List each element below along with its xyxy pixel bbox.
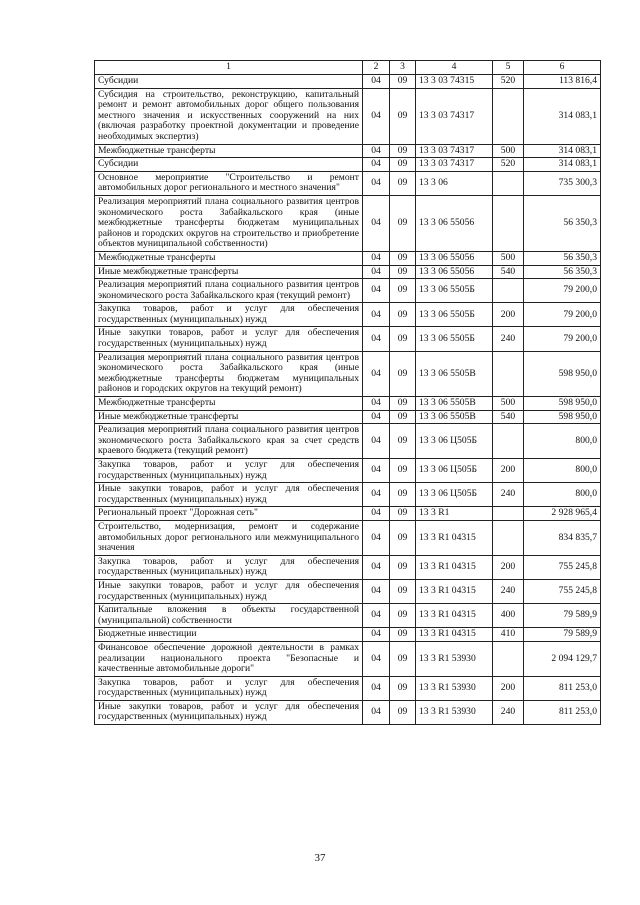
- budget-table: [94, 60, 601, 725]
- cell-section: 04: [363, 459, 390, 483]
- table-row: [95, 483, 601, 507]
- cell-section: 04: [363, 483, 390, 507]
- table-row: [95, 171, 601, 195]
- cell-subsection: 09: [390, 700, 416, 724]
- column-number-section: 2: [363, 61, 390, 75]
- cell-target-code: 13 3 06 5505Б: [416, 279, 493, 303]
- cell-name: Капитальные вложения в объекты государственной (муниципальной) собственности: [95, 604, 363, 628]
- cell-name: Иные закупки товаров, работ и услуг для обеспечения государственных (муниципальных) нужд: [95, 327, 363, 351]
- column-number-subsection: 3: [390, 61, 416, 75]
- cell-amount: 800,0: [524, 483, 601, 507]
- table-row: [95, 555, 601, 579]
- cell-expense-type: [493, 171, 524, 195]
- cell-subsection: 09: [390, 483, 416, 507]
- cell-target-code: 13 3 06 Ц505Б: [416, 483, 493, 507]
- table-row: [95, 700, 601, 724]
- cell-amount: 598 950,0: [524, 397, 601, 411]
- cell-expense-type: [493, 88, 524, 144]
- cell-target-code: 13 3 06 55056: [416, 265, 493, 279]
- cell-target-code: 13 3 R1 04315: [416, 520, 493, 555]
- cell-amount: 314 083,1: [524, 158, 601, 172]
- cell-section: 04: [363, 195, 390, 251]
- table-row: [95, 351, 601, 396]
- cell-section: 04: [363, 303, 390, 327]
- cell-name: Бюджетные инвестиции: [95, 628, 363, 642]
- table-row: [95, 327, 601, 351]
- cell-subsection: 09: [390, 195, 416, 251]
- cell-expense-type: [493, 195, 524, 251]
- cell-amount: 735 300,3: [524, 171, 601, 195]
- budget-page: [94, 60, 600, 725]
- cell-amount: 79 589,9: [524, 604, 601, 628]
- cell-amount: 811 253,0: [524, 676, 601, 700]
- table-row: [95, 397, 601, 411]
- table-row: [95, 195, 601, 251]
- cell-subsection: 09: [390, 424, 416, 459]
- cell-target-code: 13 3 03 74317: [416, 144, 493, 158]
- cell-target-code: 13 3 06 5505В: [416, 351, 493, 396]
- cell-target-code: 13 3 03 74317: [416, 158, 493, 172]
- cell-section: 04: [363, 641, 390, 676]
- table-row: [95, 410, 601, 424]
- cell-amount: 113 816,4: [524, 75, 601, 89]
- cell-expense-type: 200: [493, 676, 524, 700]
- cell-section: 04: [363, 265, 390, 279]
- cell-amount: 79 200,0: [524, 303, 601, 327]
- cell-section: 04: [363, 579, 390, 603]
- table-row: [95, 88, 601, 144]
- cell-target-code: 13 3 R1 04315: [416, 604, 493, 628]
- cell-section: 04: [363, 397, 390, 411]
- cell-amount: 800,0: [524, 459, 601, 483]
- column-number-target-code: 4: [416, 61, 493, 75]
- table-row: [95, 251, 601, 265]
- column-number-name: 1: [95, 61, 363, 75]
- table-row: [95, 507, 601, 521]
- cell-section: 04: [363, 251, 390, 265]
- cell-expense-type: 500: [493, 144, 524, 158]
- cell-expense-type: 200: [493, 459, 524, 483]
- cell-target-code: 13 3 R1 04315: [416, 579, 493, 603]
- cell-expense-type: 500: [493, 251, 524, 265]
- cell-expense-type: 200: [493, 555, 524, 579]
- cell-subsection: 09: [390, 579, 416, 603]
- table-row: [95, 144, 601, 158]
- cell-amount: 755 245,8: [524, 579, 601, 603]
- table-row: [95, 628, 601, 642]
- cell-amount: 79 200,0: [524, 327, 601, 351]
- cell-expense-type: 540: [493, 265, 524, 279]
- cell-amount: 56 350,3: [524, 251, 601, 265]
- cell-expense-type: 410: [493, 628, 524, 642]
- cell-section: 04: [363, 351, 390, 396]
- cell-name: Закупка товаров, работ и услуг для обеспечения государственных (муниципальных) нужд: [95, 676, 363, 700]
- cell-expense-type: [493, 351, 524, 396]
- table-row: [95, 459, 601, 483]
- cell-section: 04: [363, 628, 390, 642]
- cell-expense-type: [493, 641, 524, 676]
- cell-section: 04: [363, 424, 390, 459]
- cell-amount: 2 928 965,4: [524, 507, 601, 521]
- cell-target-code: 13 3 R1 53930: [416, 676, 493, 700]
- cell-name: Межбюджетные трансферты: [95, 144, 363, 158]
- cell-target-code: 13 3 06 Ц505Б: [416, 459, 493, 483]
- cell-name: Основное мероприятие "Строительство и ремонт автомобильных дорог регионального и местного значения": [95, 171, 363, 195]
- table-row: [95, 641, 601, 676]
- cell-amount: 314 083,1: [524, 88, 601, 144]
- cell-section: 04: [363, 604, 390, 628]
- cell-section: 04: [363, 144, 390, 158]
- cell-target-code: 13 3 06 Ц505Б: [416, 424, 493, 459]
- table-row: [95, 579, 601, 603]
- table-row: [95, 676, 601, 700]
- cell-expense-type: 500: [493, 397, 524, 411]
- cell-subsection: 09: [390, 555, 416, 579]
- column-number-row: [95, 61, 601, 75]
- cell-target-code: 13 3 03 74315: [416, 75, 493, 89]
- cell-amount: 2 094 129,7: [524, 641, 601, 676]
- cell-subsection: 09: [390, 604, 416, 628]
- cell-subsection: 09: [390, 158, 416, 172]
- column-number-amount: 6: [524, 61, 601, 75]
- cell-target-code: 13 3 06 5505В: [416, 397, 493, 411]
- cell-name: Закупка товаров, работ и услуг для обеспечения государственных (муниципальных) нужд: [95, 459, 363, 483]
- cell-expense-type: 400: [493, 604, 524, 628]
- cell-amount: 834 835,7: [524, 520, 601, 555]
- cell-target-code: 13 3 06 55056: [416, 251, 493, 265]
- cell-subsection: 09: [390, 265, 416, 279]
- cell-target-code: 13 3 R1: [416, 507, 493, 521]
- cell-amount: 56 350,3: [524, 195, 601, 251]
- cell-name: Межбюджетные трансферты: [95, 397, 363, 411]
- cell-subsection: 09: [390, 351, 416, 396]
- table-row: [95, 520, 601, 555]
- cell-name: Иные межбюджетные трансферты: [95, 265, 363, 279]
- table-row: [95, 279, 601, 303]
- table-row: [95, 303, 601, 327]
- cell-amount: 598 950,0: [524, 410, 601, 424]
- cell-subsection: 09: [390, 303, 416, 327]
- cell-target-code: 13 3 06: [416, 171, 493, 195]
- cell-target-code: 13 3 R1 53930: [416, 700, 493, 724]
- cell-expense-type: 200: [493, 303, 524, 327]
- cell-subsection: 09: [390, 327, 416, 351]
- cell-expense-type: [493, 279, 524, 303]
- cell-name: Иные закупки товаров, работ и услуг для обеспечения государственных (муниципальных) нужд: [95, 700, 363, 724]
- cell-expense-type: 240: [493, 327, 524, 351]
- cell-amount: 56 350,3: [524, 265, 601, 279]
- cell-target-code: 13 3 06 5505Б: [416, 327, 493, 351]
- cell-amount: 811 253,0: [524, 700, 601, 724]
- cell-expense-type: 520: [493, 158, 524, 172]
- cell-target-code: 13 3 06 5505Б: [416, 303, 493, 327]
- cell-section: 04: [363, 676, 390, 700]
- cell-name: Реализация мероприятий плана социального развития центров экономического роста Забайкальского края (иные межбюджетные трансферты бюджетам муниципальных районов и городских округов на строительство и приобретение объектов муниципальной собственности): [95, 195, 363, 251]
- cell-subsection: 09: [390, 676, 416, 700]
- cell-amount: 755 245,8: [524, 555, 601, 579]
- cell-subsection: 09: [390, 279, 416, 303]
- cell-expense-type: 540: [493, 410, 524, 424]
- cell-amount: 598 950,0: [524, 351, 601, 396]
- cell-target-code: 13 3 R1 04315: [416, 628, 493, 642]
- cell-section: 04: [363, 700, 390, 724]
- cell-expense-type: 240: [493, 483, 524, 507]
- cell-target-code: 13 3 R1 53930: [416, 641, 493, 676]
- cell-name: Субсидия на строительство, реконструкцию, капитальный ремонт и ремонт автомобильных дорог общего пользования местного значения и искусственных сооружений на них (включая разработку проектной документации и проведение необходимых экспертиз): [95, 88, 363, 144]
- cell-section: 04: [363, 507, 390, 521]
- cell-section: 04: [363, 158, 390, 172]
- cell-expense-type: [493, 520, 524, 555]
- cell-subsection: 09: [390, 251, 416, 265]
- cell-subsection: 09: [390, 88, 416, 144]
- cell-expense-type: 240: [493, 579, 524, 603]
- cell-name: Субсидии: [95, 75, 363, 89]
- cell-section: 04: [363, 555, 390, 579]
- cell-target-code: 13 3 06 55056: [416, 195, 493, 251]
- cell-subsection: 09: [390, 75, 416, 89]
- cell-expense-type: 240: [493, 700, 524, 724]
- cell-expense-type: [493, 507, 524, 521]
- cell-subsection: 09: [390, 410, 416, 424]
- cell-name: Строительство, модернизация, ремонт и содержание автомобильных дорог регионального или межмуниципального значения: [95, 520, 363, 555]
- cell-subsection: 09: [390, 144, 416, 158]
- page-number: 37: [314, 852, 326, 864]
- table-row: [95, 604, 601, 628]
- cell-section: 04: [363, 520, 390, 555]
- cell-section: 04: [363, 279, 390, 303]
- cell-expense-type: 520: [493, 75, 524, 89]
- cell-subsection: 09: [390, 397, 416, 411]
- cell-name: Реализация мероприятий плана социального развития центров экономического роста Забайкальского края за счет средств краевого бюджета (текущий ремонт): [95, 424, 363, 459]
- cell-subsection: 09: [390, 507, 416, 521]
- cell-name: Закупка товаров, работ и услуг для обеспечения государственных (муниципальных) нужд: [95, 555, 363, 579]
- cell-target-code: 13 3 06 5505В: [416, 410, 493, 424]
- cell-amount: 314 083,1: [524, 144, 601, 158]
- cell-amount: 79 200,0: [524, 279, 601, 303]
- cell-target-code: 13 3 03 74317: [416, 88, 493, 144]
- cell-name: Реализация мероприятий плана социального развития центров экономического роста Забайкальского края (текущий ремонт): [95, 279, 363, 303]
- cell-subsection: 09: [390, 641, 416, 676]
- table-row: [95, 75, 601, 89]
- cell-name: Закупка товаров, работ и услуг для обеспечения государственных (муниципальных) нужд: [95, 303, 363, 327]
- cell-name: Иные межбюджетные трансферты: [95, 410, 363, 424]
- cell-target-code: 13 3 R1 04315: [416, 555, 493, 579]
- cell-subsection: 09: [390, 628, 416, 642]
- cell-expense-type: [493, 424, 524, 459]
- cell-section: 04: [363, 75, 390, 89]
- table-row: [95, 265, 601, 279]
- table-row: [95, 424, 601, 459]
- cell-subsection: 09: [390, 520, 416, 555]
- cell-amount: 79 589,9: [524, 628, 601, 642]
- cell-section: 04: [363, 88, 390, 144]
- table-row: [95, 158, 601, 172]
- cell-name: Субсидии: [95, 158, 363, 172]
- cell-subsection: 09: [390, 459, 416, 483]
- cell-amount: 800,0: [524, 424, 601, 459]
- cell-name: Реализация мероприятий плана социального развития центров экономического роста Забайкальского края (иные межбюджетные трансферты бюджетам муниципальных районов и городских округов на текущий ремонт): [95, 351, 363, 396]
- cell-subsection: 09: [390, 171, 416, 195]
- cell-name: Иные закупки товаров, работ и услуг для обеспечения государственных (муниципальных) нужд: [95, 483, 363, 507]
- cell-name: Иные закупки товаров, работ и услуг для обеспечения государственных (муниципальных) нужд: [95, 579, 363, 603]
- cell-name: Региональный проект "Дорожная сеть": [95, 507, 363, 521]
- cell-name: Межбюджетные трансферты: [95, 251, 363, 265]
- cell-section: 04: [363, 327, 390, 351]
- cell-section: 04: [363, 410, 390, 424]
- cell-section: 04: [363, 171, 390, 195]
- column-number-expense-type: 5: [493, 61, 524, 75]
- cell-name: Финансовое обеспечение дорожной деятельности в рамках реализации национального проекта "Безопасные и качественные автомобильные дороги": [95, 641, 363, 676]
